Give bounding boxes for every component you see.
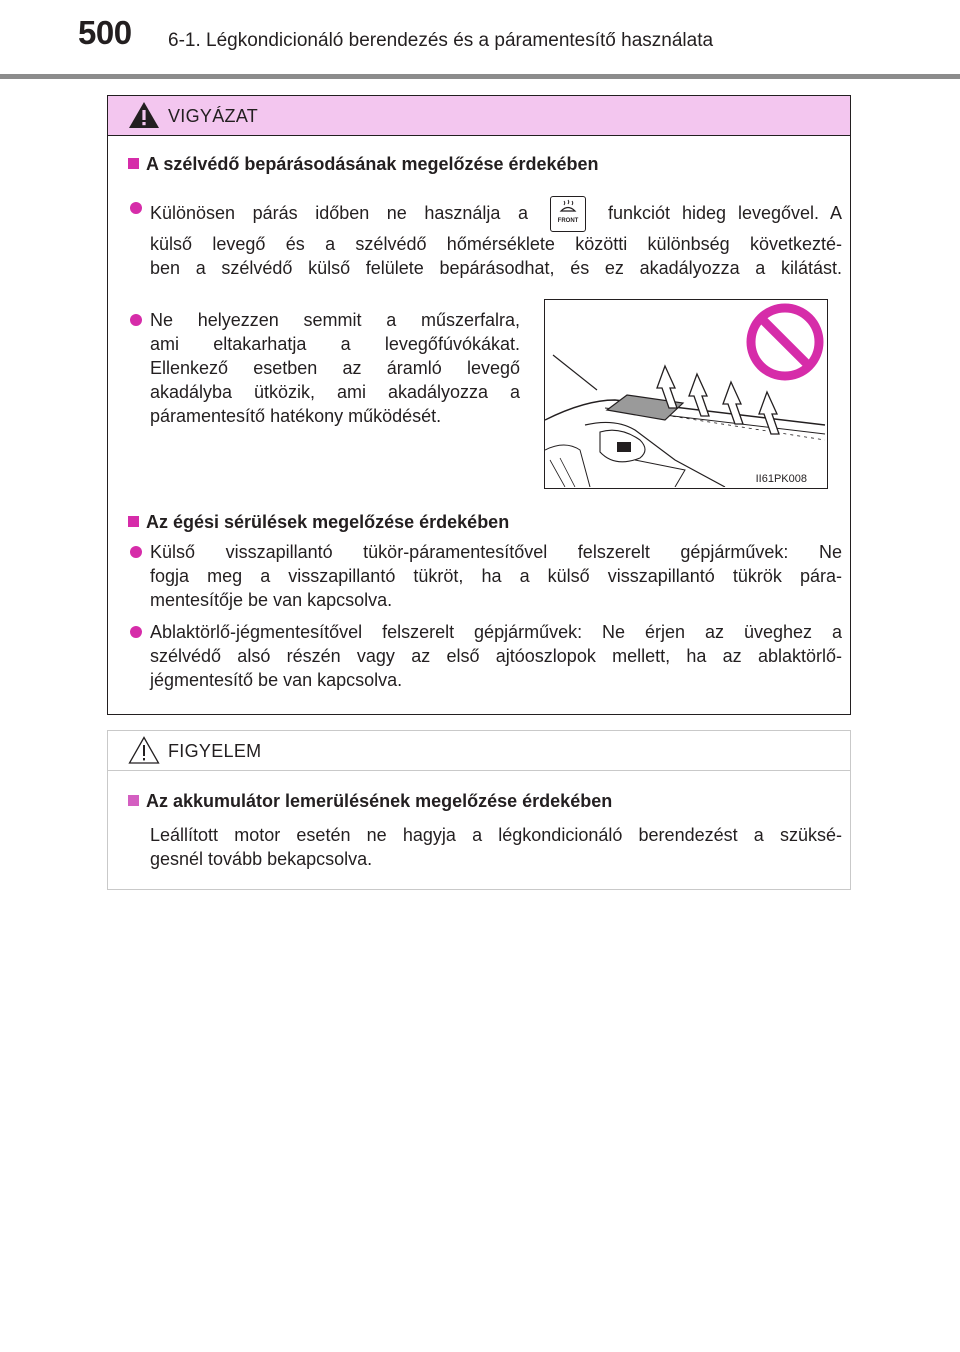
bullet-text: funkciót hideg levegővel. A: [608, 203, 842, 223]
bullet-text: Ne helyezzen semmit a műszerfalra,: [150, 310, 520, 330]
battery-paragraph: [150, 823, 842, 871]
section-title-burn: [128, 510, 509, 534]
bullet-text: Külső visszapillantó tükör-páramentesítővel felszerelt gépjárművek: Ne: [150, 542, 842, 562]
paragraph-text: Leállított motor esetén ne hagyja a légkondicionáló berendezést a szüksé-: [150, 825, 842, 845]
notice-box: [107, 730, 851, 890]
section-title-fog: [128, 152, 599, 176]
dashboard-vents-illustration: [545, 300, 826, 487]
bullet-dot-icon: [130, 546, 142, 558]
section-title-text: Az égési sérülések megelőzése érdekében: [146, 512, 510, 532]
bullet-text: ben a szélvédő külső felülete bepárásodhat, és ez akadályozza a kilátást.: [150, 258, 842, 278]
section-title-text: Az akkumulátor lemerülésének megelőzése érdekében: [146, 791, 613, 811]
section-marker-icon: [128, 516, 139, 527]
bullet-text: Ellenkező esetben az áramló levegő: [150, 358, 520, 378]
front-defroster-button-icon: [550, 196, 586, 232]
page-number: 500: [78, 14, 132, 51]
bullet-text: akadályba ütközik, ami akadályozza a: [150, 382, 520, 402]
illustration-code: II61PK008: [755, 473, 807, 485]
notice-box-header: [108, 731, 850, 771]
warning-box-header: [108, 96, 850, 136]
warning-box: [107, 95, 851, 715]
section-title-text: A szélvédő bepárásodásának megelőzése érdekében: [146, 154, 599, 174]
bullet-mirror-heater: [150, 540, 842, 612]
section-marker-icon: [128, 795, 139, 806]
front-defroster-label: FRONT: [557, 218, 579, 224]
bullet-dot-icon: [130, 314, 142, 326]
section-title-battery: [128, 789, 612, 813]
paragraph-text: gesnél tovább bekapcsolva.: [150, 849, 373, 869]
bullet-dot-icon: [130, 626, 142, 638]
bullet-text: páramentesítő hatékony működését.: [150, 406, 442, 426]
bullet-text: szélvédő alsó részén vagy az első ajtóoszlopok mellett, ha az ablaktörlő-: [150, 646, 842, 666]
bullet-dot-icon: [130, 202, 142, 214]
bullet-text: mentesítője be van kapcsolva.: [150, 590, 393, 610]
bullet-text: jégmentesítő be van kapcsolva.: [150, 670, 403, 690]
bullet-text: ami eltakarhatja a levegőfúvókákat.: [150, 334, 520, 354]
bullet-fog-usage: [150, 196, 842, 280]
warning-label: VIGYÁZAT: [168, 106, 259, 126]
warning-triangle-icon: [128, 101, 160, 129]
chapter-title: 6-1. Légkondicionáló berendezés és a páramentesítő használata: [168, 30, 714, 51]
bullet-wiper-deicer: [150, 620, 842, 692]
dashboard-illustration: [544, 299, 828, 489]
bullet-text: Ablaktörlő-jégmentesítővel felszerelt gépjárművek: Ne érjen az üveghez a: [150, 622, 842, 642]
notice-label: FIGYELEM: [168, 741, 262, 761]
bullet-text: Különösen párás időben ne használja a: [150, 203, 528, 223]
section-marker-icon: [128, 158, 139, 169]
bullet-text: fogja meg a visszapillantó tükröt, ha a külső visszapillantó tükrök pára-: [150, 566, 842, 586]
header-rule: [0, 74, 960, 79]
caution-triangle-icon: [128, 736, 160, 764]
bullet-text: külső levegő és a szélvédő hőmérséklete közötti különbség következté-: [150, 234, 842, 254]
bullet-dashboard: [150, 308, 520, 428]
front-defroster-icon: [551, 197, 585, 231]
